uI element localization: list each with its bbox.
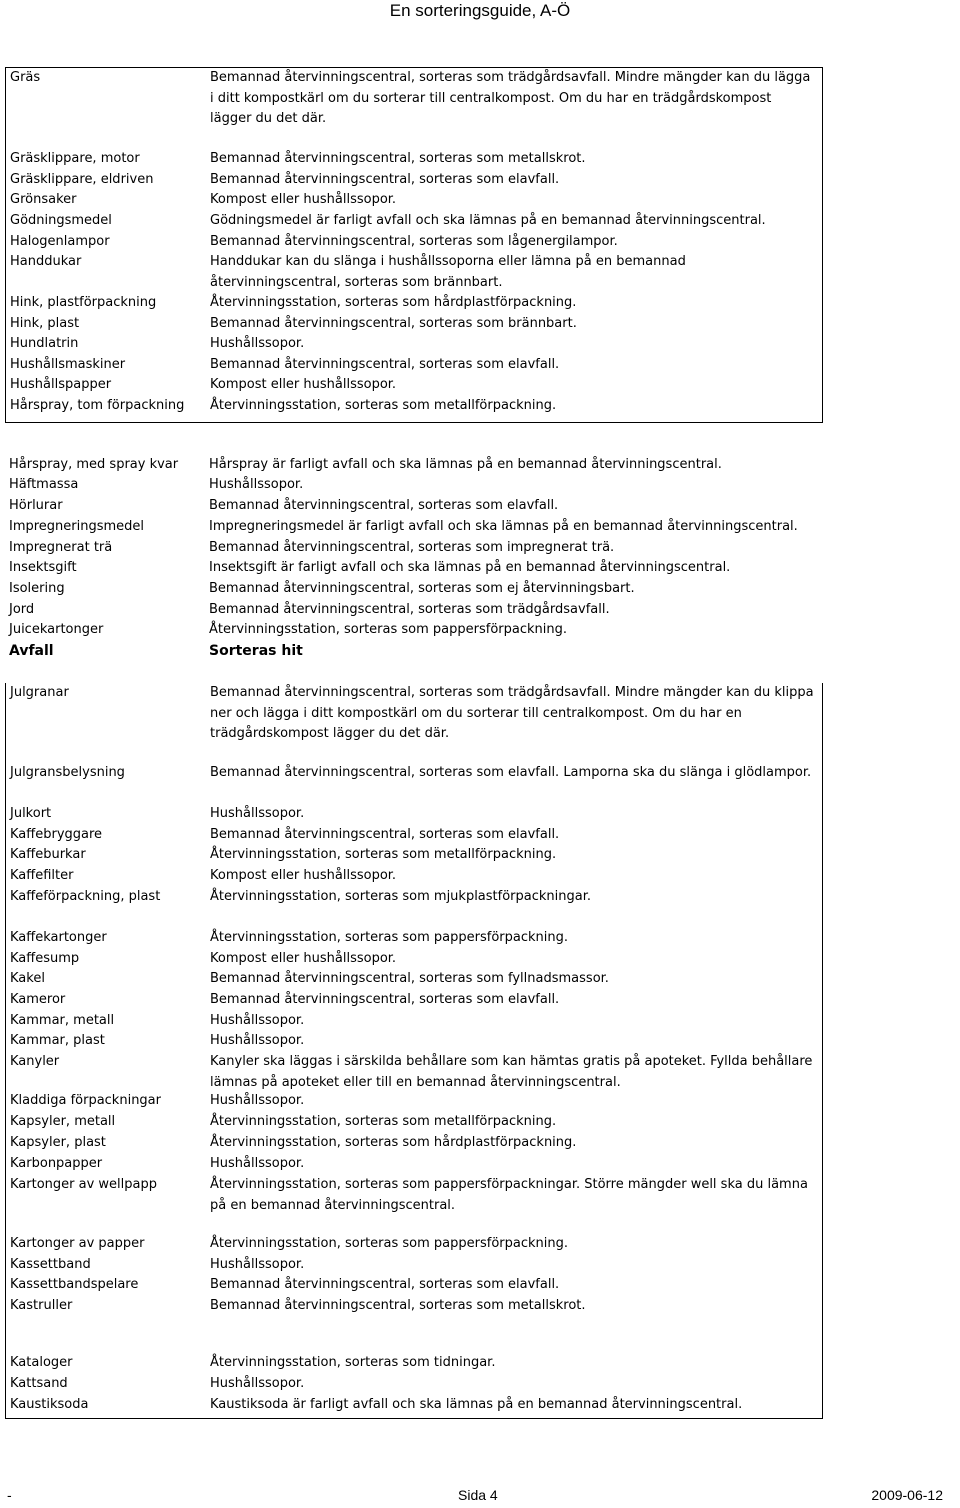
sorting-instruction: Bemannad återvinningscentral, sorteras som impregnerat trä. — [209, 540, 615, 555]
table-row — [5, 620, 815, 641]
table-row — [5, 475, 815, 496]
waste-item: Kartonger av papper — [10, 1236, 145, 1251]
sorting-instruction: Återvinningsstation, sorteras som pappersförpackningar. Större mängder well ska du lämna på en bemannad återvinningscentral. — [210, 1177, 808, 1213]
waste-item: Kameror — [10, 992, 66, 1007]
waste-item: Gräsklippare, motor — [10, 151, 140, 166]
sorting-instruction: Handdukar kan du slänga i hushållssoporna eller lämna på en bemannad återvinningscentral, sorteras som brännbart. — [210, 254, 686, 290]
sorting-instruction: Hushållssopor. — [210, 1156, 305, 1171]
waste-item: Kaffeförpackning, plast — [10, 889, 161, 904]
table-row — [6, 1353, 816, 1374]
sorting-instruction: Bemannad återvinningscentral, sorteras som elavfall. — [210, 172, 560, 187]
sorting-instruction: Hushållssopor. — [210, 1093, 305, 1108]
waste-item: Kanyler — [10, 1054, 60, 1069]
waste-item: Häftmassa — [9, 477, 79, 492]
sorting-instruction: Hushållssopor. — [210, 1257, 305, 1272]
table-row — [6, 232, 816, 253]
sorting-instruction: Bemannad återvinningscentral, sorteras som metallskrot. — [210, 151, 586, 166]
page-title: En sorteringsguide, A-Ö — [389, 1, 571, 20]
page-number: Sida 4 — [458, 1487, 498, 1503]
table-row — [6, 252, 816, 293]
page-footer — [0, 1487, 960, 1507]
sorting-instruction: Kaustiksoda är farligt avfall och ska lämnas på en bemannad återvinningscentral. — [210, 1397, 743, 1412]
table-row — [6, 1395, 816, 1416]
table-row — [6, 375, 816, 396]
sorting-instruction: Återvinningsstation, sorteras som pappersförpackning. — [210, 1236, 568, 1251]
table-row — [6, 1112, 816, 1133]
waste-item: Handdukar — [10, 254, 82, 269]
table-row — [6, 683, 816, 745]
waste-item: Impregnerat trä — [9, 540, 113, 555]
table-row — [6, 355, 816, 376]
table-row — [6, 293, 816, 314]
sorting-instruction: Hårspray är farligt avfall och ska lämnas på en bemannad återvinningscentral. — [209, 457, 722, 472]
column-header-destination: Sorteras hit — [209, 643, 303, 659]
table-row — [5, 455, 815, 476]
sorting-instruction: Bemannad återvinningscentral, sorteras som elavfall. Lamporna ska du slänga i glödlampor. — [210, 765, 812, 780]
waste-item: Kaffeburkar — [10, 847, 86, 862]
waste-item: Insektsgift — [9, 560, 77, 575]
sorting-instruction: Bemannad återvinningscentral, sorteras som trädgårdsavfall. — [209, 602, 610, 617]
table-row — [6, 1175, 816, 1216]
sorting-table-section-1 — [5, 67, 823, 423]
footer-left: - — [7, 1487, 12, 1503]
sorting-instruction: Kompost eller hushållssopor. — [210, 377, 397, 392]
sorting-instruction: Kompost eller hushållssopor. — [210, 868, 397, 883]
table-row — [6, 804, 816, 825]
waste-item: Halogenlampor — [10, 234, 110, 249]
table-row — [6, 190, 816, 211]
waste-item: Gräs — [10, 70, 41, 85]
table-row — [6, 1133, 816, 1154]
waste-item: Karbonpapper — [10, 1156, 103, 1171]
waste-item: Kataloger — [10, 1355, 73, 1370]
table-header-row — [5, 641, 815, 662]
table-row — [6, 887, 816, 908]
waste-item: Grönsaker — [10, 192, 77, 207]
table-row — [6, 396, 816, 417]
waste-item: Kakel — [10, 971, 45, 986]
waste-item: Hushållsmaskiner — [10, 357, 126, 372]
sorting-instruction: Bemannad återvinningscentral, sorteras som elavfall. — [210, 1277, 560, 1292]
sorting-instruction: Bemannad återvinningscentral, sorteras som metallskrot. — [210, 1298, 586, 1313]
waste-item: Hårspray, tom förpackning — [10, 398, 185, 413]
sorting-instruction: Hushållssopor. — [210, 806, 305, 821]
waste-item: Kattsand — [10, 1376, 68, 1391]
table-row — [6, 763, 816, 784]
waste-item: Hårspray, med spray kvar — [9, 457, 179, 472]
sorting-instruction: Återvinningsstation, sorteras som hårdplastförpackning. — [210, 295, 577, 310]
sorting-instruction: Bemannad återvinningscentral, sorteras som brännbart. — [210, 316, 577, 331]
table-row — [6, 1255, 816, 1276]
sorting-instruction: Bemannad återvinningscentral, sorteras som elavfall. — [210, 357, 560, 372]
sorting-table-section-2 — [5, 455, 823, 665]
table-row — [6, 1031, 816, 1052]
waste-item: Kaffefilter — [10, 868, 74, 883]
waste-item: Julkort — [10, 806, 52, 821]
table-row — [5, 517, 815, 538]
table-row — [6, 969, 816, 990]
waste-item: Kassettband — [10, 1257, 91, 1272]
sorting-instruction: Bemannad återvinningscentral, sorteras som trädgårdsavfall. Mindre mängder kan du klippa ner och lägga i ditt kompostkärl om du sorterar till centralkompost. Om du har en trädgårdskompost lägger du det där. — [210, 685, 814, 742]
sorting-instruction: Hushållssopor. — [210, 1033, 305, 1048]
sorting-instruction: Bemannad återvinningscentral, sorteras som trädgårdsavfall. Mindre mängder kan du lägga i ditt kompostkärl om du sorterar till centralkompost. Om du har en trädgårdskompost lägger du det där. — [210, 70, 811, 127]
table-row — [6, 1052, 816, 1093]
sorting-instruction: Bemannad återvinningscentral, sorteras som elavfall. — [210, 992, 560, 1007]
waste-item: Isolering — [9, 581, 65, 596]
sorting-instruction: Kanyler ska läggas i särskilda behållare som kan hämtas gratis på apoteket. Fyllda behållare lämnas på apoteket eller till en bemannad återvinningscentral. — [210, 1054, 813, 1090]
sorting-instruction: Kompost eller hushållssopor. — [210, 192, 397, 207]
waste-item: Kammar, metall — [10, 1013, 115, 1028]
table-row — [6, 845, 816, 866]
sorting-instruction: Återvinningsstation, sorteras som tidningar. — [210, 1355, 496, 1370]
waste-item: Hink, plastförpackning — [10, 295, 157, 310]
table-row — [6, 990, 816, 1011]
table-row — [6, 928, 816, 949]
column-header-waste: Avfall — [9, 643, 54, 659]
table-row — [6, 149, 816, 170]
table-row — [6, 1011, 816, 1032]
sorting-instruction: Bemannad återvinningscentral, sorteras som elavfall. — [209, 498, 559, 513]
sorting-instruction: Hushållssopor. — [210, 1013, 305, 1028]
waste-item: Kaustiksoda — [10, 1397, 89, 1412]
sorting-instruction: Hushållssopor. — [210, 1376, 305, 1391]
table-row — [6, 1154, 816, 1175]
sorting-instruction: Bemannad återvinningscentral, sorteras som elavfall. — [210, 827, 560, 842]
waste-item: Hundlatrin — [10, 336, 79, 351]
sorting-instruction: Återvinningsstation, sorteras som metallförpackning. — [210, 398, 557, 413]
waste-item: Kapsyler, metall — [10, 1114, 116, 1129]
table-row — [6, 1091, 816, 1112]
sorting-instruction: Återvinningsstation, sorteras som metallförpackning. — [210, 1114, 557, 1129]
sorting-instruction: Impregneringsmedel är farligt avfall och ska lämnas på en bemannad återvinningscentral. — [209, 519, 798, 534]
table-row — [6, 1234, 816, 1255]
sorting-instruction: Återvinningsstation, sorteras som pappersförpackning. — [209, 622, 567, 637]
waste-item: Gödningsmedel — [10, 213, 112, 228]
table-row — [6, 170, 816, 191]
sorting-instruction: Återvinningsstation, sorteras som metallförpackning. — [210, 847, 557, 862]
sorting-instruction: Hushållssopor. — [210, 336, 305, 351]
waste-item: Jord — [9, 602, 35, 617]
sorting-instruction: Återvinningsstation, sorteras som mjukplastförpackningar. — [210, 889, 592, 904]
waste-item: Gräsklippare, eldriven — [10, 172, 154, 187]
waste-item: Julgransbelysning — [10, 765, 125, 780]
waste-item: Impregneringsmedel — [9, 519, 145, 534]
waste-item: Julgranar — [10, 685, 69, 700]
table-row — [6, 1296, 816, 1317]
table-row — [6, 314, 816, 335]
table-row — [6, 1275, 816, 1296]
table-row — [6, 68, 816, 130]
sorting-table-section-3 — [5, 683, 823, 1419]
waste-item: Kammar, plast — [10, 1033, 105, 1048]
sorting-instruction: Gödningsmedel är farligt avfall och ska lämnas på en bemannad återvinningscentral. — [210, 213, 766, 228]
waste-item: Hörlurar — [9, 498, 63, 513]
table-row — [6, 211, 816, 232]
sorting-instruction: Bemannad återvinningscentral, sorteras som fyllnadsmassor. — [210, 971, 609, 986]
table-row — [5, 579, 815, 600]
sorting-instruction: Återvinningsstation, sorteras som hårdplastförpackning. — [210, 1135, 577, 1150]
waste-item: Juicekartonger — [9, 622, 104, 637]
waste-item: Kaffebryggare — [10, 827, 103, 842]
table-row — [6, 866, 816, 887]
table-row — [6, 1374, 816, 1395]
footer-date: 2009-06-12 — [871, 1487, 943, 1503]
sorting-instruction: Bemannad återvinningscentral, sorteras som lågenergilampor. — [210, 234, 618, 249]
sorting-instruction: Återvinningsstation, sorteras som pappersförpackning. — [210, 930, 568, 945]
table-row — [6, 825, 816, 846]
table-row — [6, 334, 816, 355]
sorting-instruction: Kompost eller hushållssopor. — [210, 951, 397, 966]
waste-item: Kapsyler, plast — [10, 1135, 106, 1150]
sorting-instruction: Bemannad återvinningscentral, sorteras som ej återvinningsbart. — [209, 581, 635, 596]
waste-item: Kaffesump — [10, 951, 80, 966]
table-row — [5, 496, 815, 517]
waste-item: Kastruller — [10, 1298, 73, 1313]
table-row — [5, 600, 815, 621]
waste-item: Kaffekartonger — [10, 930, 107, 945]
waste-item: Kassettbandspelare — [10, 1277, 139, 1292]
waste-item: Kartonger av wellpapp — [10, 1177, 157, 1192]
table-row — [5, 538, 815, 559]
waste-item: Kladdiga förpackningar — [10, 1093, 161, 1108]
waste-item: Hushållspapper — [10, 377, 112, 392]
sorting-instruction: Hushållssopor. — [209, 477, 304, 492]
table-row — [6, 949, 816, 970]
waste-item: Hink, plast — [10, 316, 80, 331]
sorting-instruction: Insektsgift är farligt avfall och ska lämnas på en bemannad återvinningscentral. — [209, 560, 731, 575]
table-row — [5, 558, 815, 579]
